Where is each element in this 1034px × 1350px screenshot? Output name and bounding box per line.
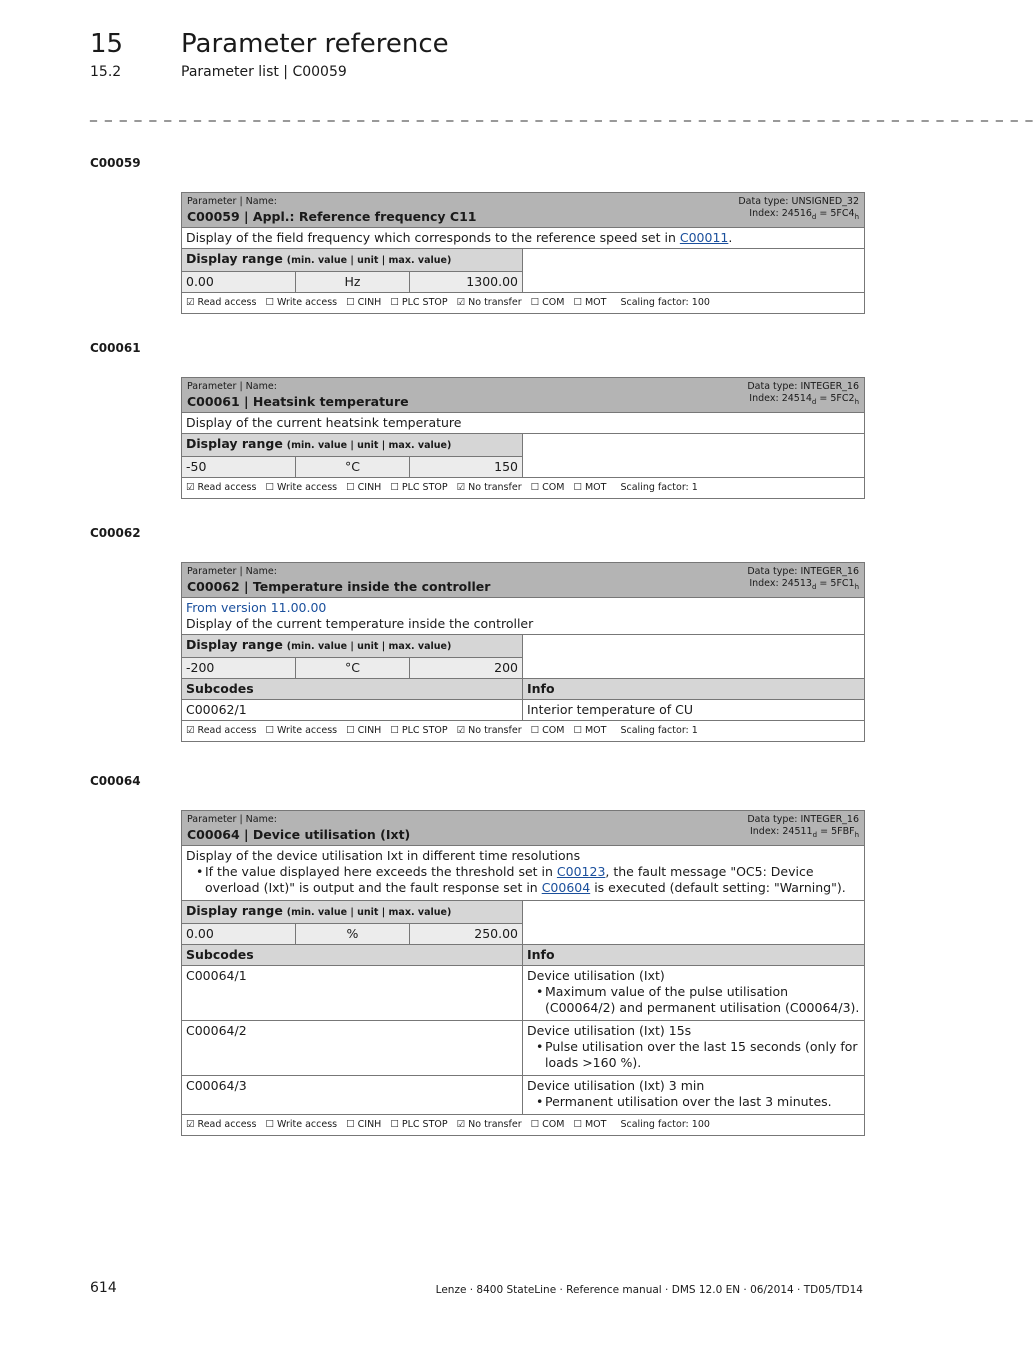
footer-text: Lenze · 8400 StateLine · Reference manual · DMS 12.0 EN · 06/2014 · TD05/TD14 [435, 1284, 863, 1296]
data-type: Data type: INTEGER_16 [747, 381, 860, 392]
param-header [182, 811, 865, 846]
data-type: Data type: INTEGER_16 [747, 566, 860, 577]
subcode-info: Device utilisation (Ixt) 15s • Pulse utilisation over the last 15 seconds (only for loads >160 %). [523, 1021, 865, 1076]
unit-value: % [296, 924, 410, 945]
param-name: C00062 | Temperature inside the controller [187, 579, 491, 594]
unit-value: °C [296, 457, 410, 478]
param-table-c00061 [181, 377, 865, 499]
min-value: 0.00 [182, 272, 296, 293]
param-section-label: C00061 [90, 341, 141, 355]
max-value: 200 [410, 658, 523, 679]
param-table-c00062 [181, 562, 865, 742]
section-title: Parameter list | C00059 [181, 64, 347, 80]
empty-cell [523, 635, 865, 679]
access-flags: ☑ Read access ☐ Write access ☐ CINH ☐ PLC STOP ☑ No transfer ☐ COM ☐ MOT Scaling factor: 100 [182, 1115, 865, 1136]
param-header [182, 378, 865, 413]
param-table-c00064 [181, 810, 865, 1136]
param-name: C00059 | Appl.: Reference frequency C11 [187, 209, 477, 224]
table-row [182, 1021, 865, 1076]
param-section-label: C00062 [90, 526, 141, 540]
display-range-header: Display range (min. value | unit | max. value) [182, 901, 523, 924]
chapter-number: 15 [90, 29, 124, 59]
max-value: 1300.00 [410, 272, 523, 293]
param-index: Index: $24516_d = 5FC4_h$ [749, 208, 860, 221]
info-header: Info [523, 945, 865, 966]
list-item: • If the value displayed here exceeds the threshold set in C00123, the fault message "OC5: Device overload (Ixt)" is output and the fault response set in C00604 is executed (default setting: "Warning"). [205, 864, 860, 896]
empty-cell [523, 901, 865, 945]
param-name: C00061 | Heatsink temperature [187, 394, 409, 409]
access-flags: ☑ Read access ☐ Write access ☐ CINH ☐ PLC STOP ☑ No transfer ☐ COM ☐ MOT Scaling factor: 100 [182, 293, 865, 314]
param-name-label: Parameter | Name: [187, 814, 277, 825]
param-header [182, 193, 865, 228]
data-type: Data type: UNSIGNED_32 [738, 196, 860, 207]
param-name-label: Parameter | Name: [187, 566, 277, 577]
bullet-list [186, 864, 860, 896]
subcode: C00064/3 [182, 1076, 523, 1115]
data-type: Data type: INTEGER_16 [747, 814, 860, 825]
max-value: 150 [410, 457, 523, 478]
display-range-header: Display range (min. value | unit | max. value) [182, 434, 523, 457]
table-row [182, 700, 865, 721]
subcodes-header: Subcodes [182, 679, 523, 700]
subcode: C00062/1 [182, 700, 523, 721]
subcodes-header: Subcodes [182, 945, 523, 966]
version-note: From version 11.00.00 [186, 600, 327, 615]
list-item: • Pulse utilisation over the last 15 seconds (only for loads >160 %). [545, 1039, 860, 1071]
list-item: • Permanent utilisation over the last 3 minutes. [545, 1094, 860, 1110]
param-index: Index: $24514_d = 5FC2_h$ [749, 393, 860, 406]
list-item: • Maximum value of the pulse utilisation (C00064/2) and permanent utilisation (C00064/3). [545, 984, 860, 1016]
param-description: Display of the device utilisation Ixt in different time resolutions • If the value displayed here exceeds the threshold set in C00123, the fault message "OC5: Device overload (Ixt)" is output and the fault response set in C00604 is executed (default setting: "Warning"). [182, 846, 865, 901]
display-range-header: Display range (min. value | unit | max. value) [182, 635, 523, 658]
param-description: Display of the field frequency which corresponds to the reference speed set in C00011. [182, 228, 865, 249]
min-value: 0.00 [182, 924, 296, 945]
param-name-label: Parameter | Name: [187, 381, 277, 392]
chapter-title: Parameter reference [181, 29, 449, 59]
header-divider: _ _ _ _ _ _ _ _ _ _ _ _ _ _ _ _ _ _ _ _ _ _ _ _ _ _ _ _ _ _ _ _ _ _ _ _ _ _ _ _ _ _ _ _ _ _ _ _ _ _ _ _ _ _ _ _ _ _ _ _ _ _ _ _ [90, 106, 1034, 122]
subcode: C00064/2 [182, 1021, 523, 1076]
param-link[interactable]: C00123 [556, 864, 606, 879]
param-section-label: C00064 [90, 774, 141, 788]
param-section-label: C00059 [90, 156, 141, 170]
min-value: -50 [182, 457, 296, 478]
page-number: 614 [90, 1280, 117, 1296]
table-row [182, 1076, 865, 1115]
display-range-header: Display range (min. value | unit | max. value) [182, 249, 523, 272]
param-name: C00064 | Device utilisation (Ixt) [187, 827, 411, 842]
param-index: Index: $24513_d = 5FC1_h$ [749, 578, 860, 591]
param-name-label: Parameter | Name: [187, 196, 277, 207]
section-number: 15.2 [90, 64, 122, 80]
empty-cell [523, 249, 865, 293]
param-link[interactable]: C00011 [679, 230, 729, 245]
access-flags: ☑ Read access ☐ Write access ☐ CINH ☐ PLC STOP ☑ No transfer ☐ COM ☐ MOT Scaling factor: 1 [182, 721, 865, 742]
max-value: 250.00 [410, 924, 523, 945]
info-header: Info [523, 679, 865, 700]
unit-value: Hz [296, 272, 410, 293]
param-table-c00059 [181, 192, 865, 314]
min-value: -200 [182, 658, 296, 679]
unit-value: °C [296, 658, 410, 679]
access-flags: ☑ Read access ☐ Write access ☐ CINH ☐ PLC STOP ☑ No transfer ☐ COM ☐ MOT Scaling factor: 1 [182, 478, 865, 499]
subcode-info: Device utilisation (Ixt) • Maximum value of the pulse utilisation (C00064/2) and permanent utilisation (C00064/3). [523, 966, 865, 1021]
empty-cell [523, 434, 865, 478]
subcode-info: Device utilisation (Ixt) 3 min • Permanent utilisation over the last 3 minutes. [523, 1076, 865, 1115]
param-index: Index: $24511_d = 5FBF_h$ [749, 826, 860, 839]
subcode-info: Interior temperature of CU [523, 700, 865, 721]
table-row [182, 966, 865, 1021]
param-header [182, 563, 865, 598]
param-link[interactable]: C00604 [541, 880, 591, 895]
param-description: Display of the current heatsink temperature [182, 413, 865, 434]
param-description: From version 11.00.00 Display of the current temperature inside the controller [182, 598, 865, 635]
subcode: C00064/1 [182, 966, 523, 1021]
